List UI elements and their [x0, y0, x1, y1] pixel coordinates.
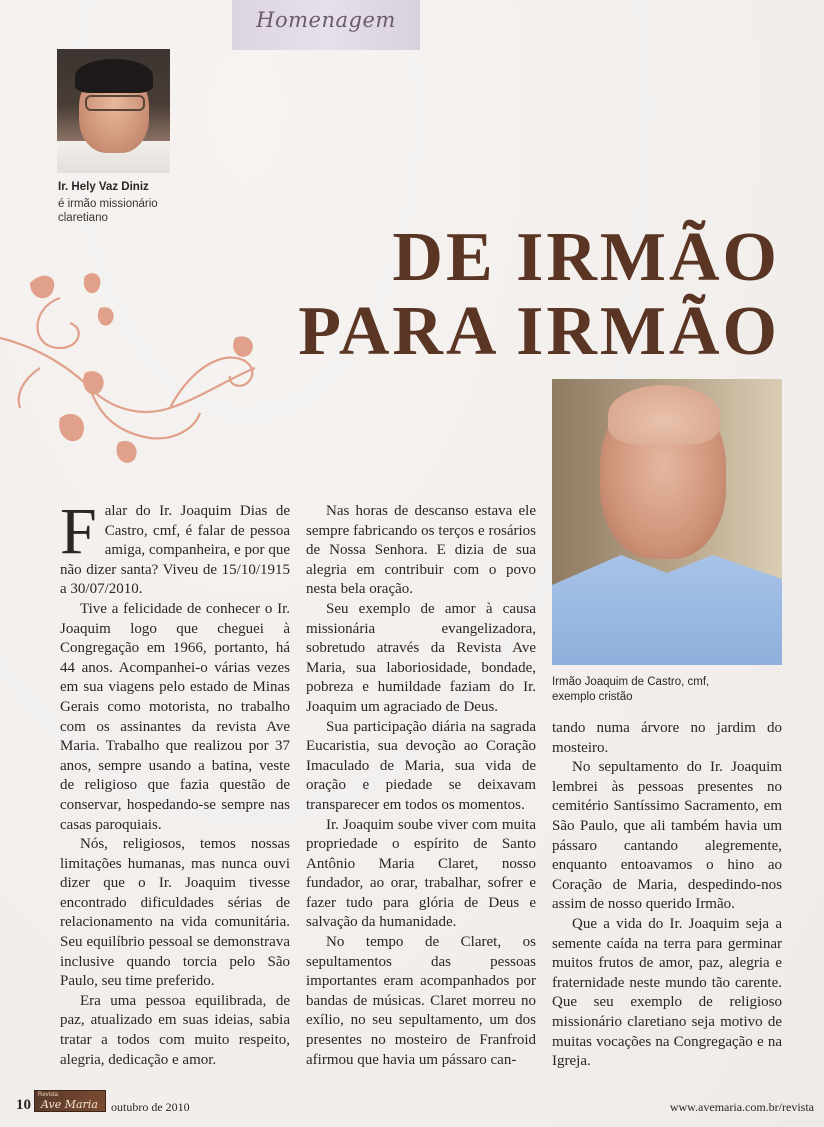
photo-caption-line-1: Irmão Joaquim de Castro, cmf, [552, 676, 710, 688]
section-label: Homenagem [256, 8, 396, 32]
photo-caption-line-2: exemplo cristão [552, 690, 633, 703]
photo-caption [552, 675, 782, 704]
article-paragraph: No tempo de Claret, os sepultamentos das pessoas importantes eram acompanhados por bandas de músicas. Claret morreu no exílio, no seu sepultamento, um dos presentes no mosteiro de Franfroid afirmou que havia um pássaro can- [306, 934, 536, 1068]
article-paragraph: Nas horas de descanso estava ele sempre fabricando os terços e rosários de Nossa Senhora. E dizia de sua alegria em contribuir com o povo nesta bela oração. [306, 503, 536, 598]
drop-cap: F [60, 495, 97, 568]
headline-line-1: DE IRMÃO [392, 219, 780, 296]
author-name: Ir. Hely Vaz Diniz [58, 181, 149, 193]
page-number: 10 [16, 1097, 31, 1113]
author-description: é irmão missionário claretiano [58, 198, 158, 224]
article-column-2 [306, 502, 536, 1070]
article-paragraph: Seu exemplo de amor à causa missionária evangelizadora, sobretudo através da Revista Ave Maria, sua laboriosidade, bondade, pobreza e humildade faziam do Ir. Joaquim um agraciado de Deus. [306, 600, 536, 715]
website-url: www.avemaria.com.br/revista [669, 1100, 814, 1114]
article-paragraph: Que a vida do Ir. Joaquim seja a semente caída na terra para germinar muitos frutos de amor, paz, alegria e fraternidade neste mundo tão carente. Que seu exemplo de religioso missionário claretiano seja motivo de muitas vocações na Congregação e na Igreja. [552, 915, 782, 1070]
article-paragraph: Ir. Joaquim soube viver com muita propriedade o espírito de Santo Antônio Maria Claret, nosso fundador, ao orar, trabalhar, sofrer e fazer tudo para glória de Deus e salvação da humanidade. [306, 816, 536, 931]
floral-ornament [0, 268, 270, 488]
article-paragraph: tando numa árvore no jardim do mosteiro. [552, 720, 782, 756]
article-column-1 [60, 495, 290, 1070]
article-paragraph: Era uma pessoa equilibrada, de paz, atualizado em suas ideias, sabia tratar a todos com muito respeito, alegria, dedicação e amor. [60, 992, 290, 1068]
headline-line-2: PARA IRMÃO [298, 293, 780, 370]
article-paragraph: Nós, religiosos, temos nossas limitações humanas, mas nunca ouvi dizer que o Ir. Joaquim tivesse encontrado dificuldades sérias de relacionamento na vida comunitária. Seu equilíbrio pessoal se demonstrava inclusive quando torcia pelo São Paulo, seu time preferido. [60, 836, 290, 990]
article-paragraph: Sua participação diária na sagrada Eucaristia, sua devoção ao Coração Imaculado de Maria, sua vida de oração e piedade se deixavam transparecer em todos os momentos. [306, 718, 536, 813]
headline [298, 221, 780, 369]
article-paragraph: No sepultamento do Ir. Joaquim lembrei às pessoas presentes no cemitério Santíssimo Sacramento, em São Paulo, que ali também havia um pássaro cantando alegremente, enquanto entoavamos o hino ao Coração de Maria, despedindo-nos assim de nosso querido Irmão. [552, 759, 782, 913]
article-paragraph: Falar do Ir. Joaquim Dias de Castro, cmf, é falar de pessoa amiga, companheira, e por que não dizer santa? Viveu de 15/10/1915 a 30/07/2010. [60, 495, 290, 598]
article-column-3 [552, 719, 782, 1072]
issue-date: outubro de 2010 [111, 1100, 190, 1114]
magazine-logo: Revista Ave Maria [34, 1090, 106, 1112]
author-photo [57, 49, 170, 173]
article-paragraph: Tive a felicidade de conhecer o Ir. Joaquim logo que cheguei à Congregação em 1966, portanto, há 44 anos. Acompanhei-o várias vezes em sua viagens pelo estado de Minas Gerais como motorista, no trabalho com os assinantes da revista Ave Maria. Trabalho que realizou por 37 anos, sempre usando a batina, veste de religioso que fazia questão de conservar, hospedando-se sempre nas casas paroquiais. [60, 600, 290, 833]
subject-photo [552, 379, 782, 665]
